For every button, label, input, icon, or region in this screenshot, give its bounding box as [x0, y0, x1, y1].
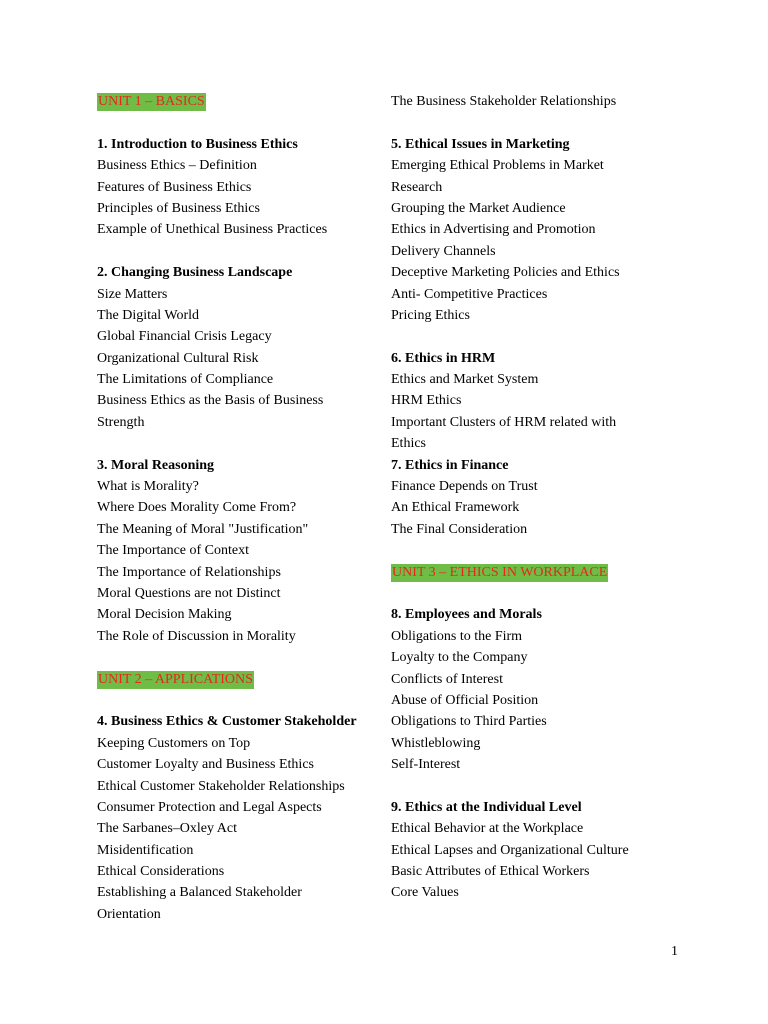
section-item: The Importance of Relationships: [97, 564, 281, 580]
section-item: Research: [391, 179, 443, 195]
section-item: Keeping Customers on Top: [97, 735, 251, 751]
section-item: Ethical Customer Stakeholder Relationships: [97, 778, 345, 794]
section-item: Ethical Lapses and Organizational Culture: [391, 842, 629, 858]
section-item: Delivery Channels: [391, 243, 496, 259]
section-item: Grouping the Market Audience: [391, 200, 566, 216]
section-item: Anti- Competitive Practices: [391, 286, 548, 302]
section-item: Abuse of Official Position: [391, 692, 539, 708]
continued-item: The Business Stakeholder Relationships: [391, 94, 617, 109]
section-item: Customer Loyalty and Business Ethics: [97, 757, 314, 773]
section-item: Ethical Considerations: [97, 864, 225, 880]
section-item: Orientation: [97, 906, 161, 922]
section-item: Whistleblowing: [391, 735, 481, 751]
section-item: Features of Business Ethics: [97, 179, 252, 195]
section-item: The Role of Discussion in Morality: [97, 628, 296, 644]
section-item: Basic Attributes of Ethical Workers: [391, 864, 590, 880]
unit-2-heading: UNIT 2 – APPLICATIONS: [98, 671, 253, 687]
section-item: Moral Decision Making: [97, 607, 232, 623]
section-item: Where Does Morality Come From?: [97, 500, 297, 516]
section-5-heading: 5. Ethical Issues in Marketing: [391, 136, 570, 152]
section-6-heading: 6. Ethics in HRM: [391, 350, 496, 366]
section-item: Pricing Ethics: [391, 307, 470, 323]
section-item: The Importance of Context: [97, 543, 250, 559]
section-item: The Digital World: [97, 307, 200, 323]
section-item: Example of Unethical Business Practices: [97, 222, 328, 238]
section-item: Deceptive Marketing Policies and Ethics: [391, 265, 620, 281]
section-item: The Limitations of Compliance: [97, 372, 274, 388]
section-item: An Ethical Framework: [391, 500, 520, 516]
section-item: Strength: [97, 414, 145, 430]
section-item: What is Morality?: [97, 479, 199, 495]
section-item: Ethics and Market System: [391, 372, 539, 388]
section-item: Obligations to the Firm: [391, 628, 523, 644]
section-1-heading: 1. Introduction to Business Ethics: [97, 136, 298, 152]
section-item: Principles of Business Ethics: [97, 200, 260, 216]
section-item: Ethics in Advertising and Promotion: [391, 222, 596, 238]
section-item: The Final Consideration: [391, 521, 528, 537]
section-item: Business Ethics as the Basis of Business: [97, 393, 324, 409]
section-item: The Sarbanes–Oxley Act: [97, 821, 237, 837]
unit-1-heading: UNIT 1 – BASICS: [98, 94, 205, 109]
section-item: Conflicts of Interest: [391, 671, 503, 687]
section-3-heading: 3. Moral Reasoning: [97, 457, 215, 473]
section-item: Organizational Cultural Risk: [97, 350, 259, 366]
section-item: Loyalty to the Company: [391, 650, 528, 666]
section-8-heading: 8. Employees and Morals: [391, 607, 542, 623]
section-7-heading: 7. Ethics in Finance: [391, 457, 509, 473]
section-item: Ethical Behavior at the Workplace: [391, 821, 584, 837]
section-2-heading: 2. Changing Business Landscape: [97, 265, 293, 281]
section-item: Consumer Protection and Legal Aspects: [97, 799, 322, 815]
section-item: Emerging Ethical Problems in Market: [391, 158, 604, 174]
section-item: Obligations to Third Parties: [391, 714, 547, 730]
right-column: [391, 91, 691, 904]
section-item: Core Values: [391, 885, 459, 901]
page-number: 1: [671, 944, 678, 959]
section-item: Moral Questions are not Distinct: [97, 585, 281, 601]
section-item: Misidentification: [97, 842, 194, 858]
section-item: Important Clusters of HRM related with: [391, 414, 617, 430]
section-item: Ethics: [391, 436, 426, 452]
section-item: Size Matters: [97, 286, 168, 302]
section-item: Finance Depends on Trust: [391, 479, 538, 495]
section-item: Global Financial Crisis Legacy: [97, 329, 272, 345]
section-item: Business Ethics – Definition: [97, 158, 257, 174]
section-item: Self-Interest: [391, 757, 461, 773]
section-item: The Meaning of Moral "Justification": [97, 521, 309, 537]
section-9-heading: 9. Ethics at the Individual Level: [391, 799, 582, 815]
unit-3-heading: UNIT 3 – ETHICS IN WORKPLACE: [392, 564, 608, 580]
section-4-heading: 4. Business Ethics & Customer Stakeholder: [97, 714, 357, 730]
section-item: HRM Ethics: [391, 393, 462, 409]
left-column: [97, 91, 387, 925]
section-item: Establishing a Balanced Stakeholder: [97, 885, 302, 901]
